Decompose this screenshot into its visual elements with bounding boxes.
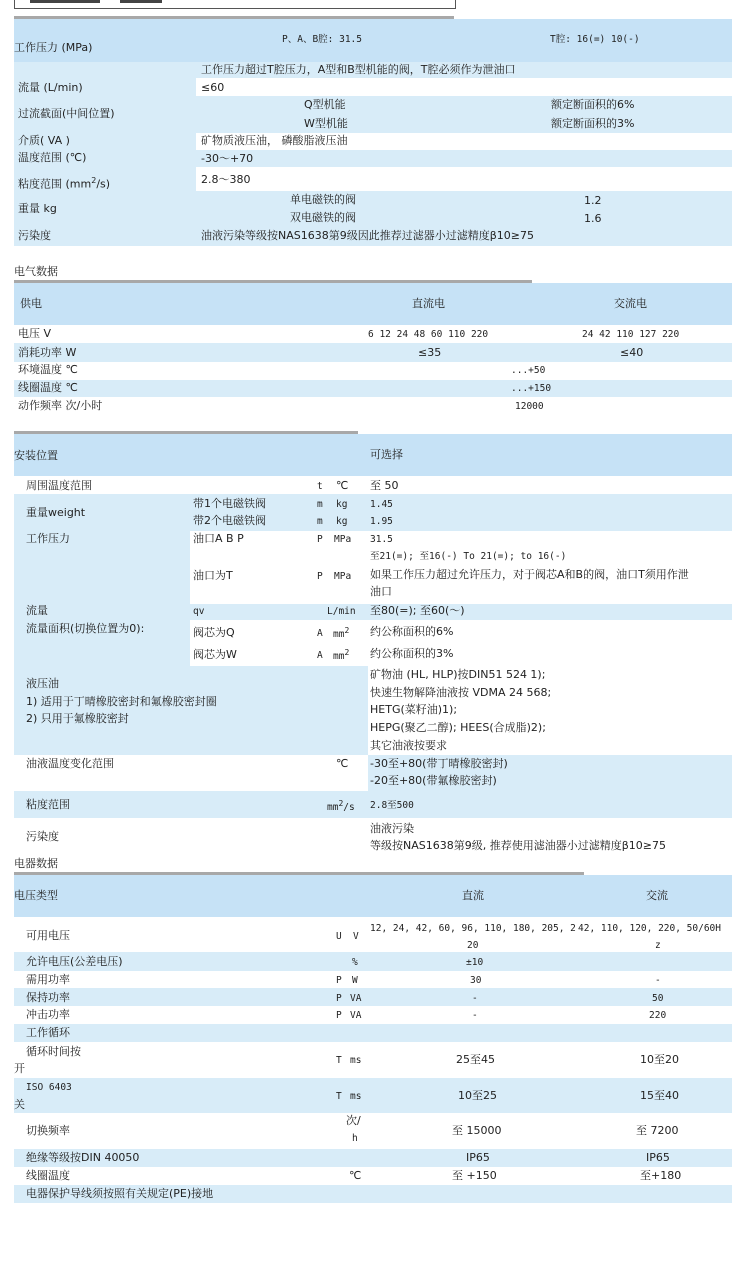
single-coil-label: 单电磁铁的阀 — [290, 193, 356, 206]
temp-label: 温度范围 (℃) — [18, 151, 87, 164]
need-power-label: 需用功率 — [26, 973, 70, 986]
cycle-time-symbol: T — [336, 1055, 342, 1066]
fluid-note-2: 2) 只用于氟橡胶密封 — [26, 712, 129, 725]
table4-header-row — [14, 875, 732, 917]
fluid-value-5: 其它油液按要求 — [370, 739, 447, 752]
port-t-label: 油口为T — [193, 569, 233, 582]
oil-temp-label: 油液温度变化范围 — [26, 757, 114, 770]
contamination-label: 污染度 — [18, 229, 51, 242]
port-t-unit: MPa — [334, 571, 352, 582]
table1-band — [196, 191, 732, 228]
area-w-value: 约公称面积的3% — [370, 647, 454, 660]
ambient-label: 周围温度范围 — [26, 479, 92, 492]
voltage-dc: 6 12 24 48 60 110 220 — [368, 329, 489, 340]
hold-power-label: 保持功率 — [26, 991, 70, 1004]
ac-header: 交流电 — [614, 297, 647, 310]
coil-temp-unit: ℃ — [349, 1169, 362, 1182]
iso-symbol: T — [336, 1091, 342, 1102]
weight2-unit: kg — [336, 516, 348, 527]
electrical-title: 电气数据 — [14, 265, 58, 278]
available-ac-2: z — [655, 940, 661, 951]
inrush-power-symbol: P — [336, 1010, 342, 1021]
double-coil-value: 1.6 — [584, 212, 602, 225]
section-label: 过流截面(中间位置) — [18, 107, 115, 120]
insulation-ac: IP65 — [646, 1151, 670, 1164]
fluid-value-1: 矿物油 (HL, HLP)按DIN51 524 1); — [370, 668, 546, 681]
cycle-time-label-2: 开 — [14, 1062, 25, 1075]
medium-label: 介质( VA ) — [18, 134, 70, 147]
pressure-t: T腔: 16(=) 10(-) — [550, 34, 640, 45]
available-dc-2: 20 — [467, 940, 479, 951]
flow-label: 流量 — [26, 604, 48, 617]
cycle-time-label-1: 循环时间按 — [26, 1045, 81, 1058]
inrush-power-dc: - — [472, 1010, 478, 1021]
insulation-dc: IP65 — [466, 1151, 490, 1164]
switch-frequency-unit-2: h — [352, 1133, 358, 1144]
top-fragment-mark — [120, 0, 162, 3]
pressure-label: 工作压力 — [26, 532, 70, 545]
weight1-unit: kg — [336, 499, 348, 510]
fluid-value-2: 快速生物解降油液按 VDMA 24 568; — [370, 686, 552, 699]
available-voltage-symbol: U — [336, 931, 342, 942]
pressure-label: 工作压力 (MPa) — [14, 41, 93, 54]
supply-label: 供电 — [20, 297, 42, 310]
viscosity-unit: $mm^2/s$ — [327, 799, 355, 814]
need-power-unit: W — [352, 975, 358, 986]
cycle-time-ac: 10至20 — [640, 1053, 679, 1066]
table4-band — [14, 988, 732, 1006]
ambient-label: 环境温度 ℃ — [18, 363, 78, 376]
medium-value: 矿物质液压油， 磷酸脂液压油 — [201, 134, 348, 147]
flow-value: ≤60 — [201, 81, 225, 94]
iso-label-1: ISO 6403 — [26, 1082, 72, 1093]
port-abp-label: 油口A B P — [193, 532, 244, 545]
power-ac: ≤40 — [620, 346, 644, 359]
ac-header: 交流 — [646, 889, 668, 902]
cycle-time-dc: 25至45 — [456, 1053, 495, 1066]
need-power-ac: - — [655, 975, 661, 986]
port-t-value-2: 如果工作压力超过允许压力，对于阀芯A和B的阀，油口T须用作泄 — [370, 568, 689, 581]
iso-unit: ms — [350, 1091, 362, 1102]
temp-value: -30～+70 — [201, 152, 254, 165]
area-w-unit: $mm^2$ — [333, 648, 350, 663]
need-power-dc: 30 — [470, 975, 482, 986]
area-w-label: 阀芯为W — [193, 648, 237, 661]
hold-power-ac: 50 — [652, 993, 664, 1004]
area-q-symbol: A — [317, 628, 323, 639]
inrush-power-ac: 220 — [649, 1010, 667, 1021]
port-t-value-1: 至21(=); 至16(-) To 21(=); to 16(-) — [370, 551, 567, 562]
fluid-value-4: HEPG(聚乙二醇); HEES(合成脂)2); — [370, 721, 546, 734]
top-fragment-mark — [30, 0, 100, 3]
iso-dc: 10至25 — [458, 1089, 497, 1102]
table2-band — [14, 380, 732, 397]
contamination-label: 污染度 — [26, 830, 59, 843]
table1-band — [196, 96, 732, 133]
power-label: 消耗功率 W — [18, 346, 77, 359]
table4-band — [14, 1024, 732, 1042]
dc-header: 直流电 — [412, 297, 445, 310]
mount-value: 可选择 — [370, 448, 403, 461]
contamination-value-1: 油液污染 — [370, 822, 414, 835]
w-function: W型机能 — [304, 117, 348, 130]
double-coil-label: 双电磁铁的阀 — [290, 211, 356, 224]
pressure-note: 工作压力超过T腔压力，A型和B型机能的阀，T腔必须作为泄油口 — [201, 63, 516, 76]
port-t-value-3: 油口 — [370, 585, 392, 598]
oil-temp-value-2: -20至+80(带氟橡胶密封) — [370, 774, 497, 787]
weight2-symbol: m — [317, 516, 323, 527]
hold-power-unit: VA — [350, 993, 362, 1004]
available-dc-1: 12, 24, 42, 60, 96, 110, 180, 205, 2 — [370, 923, 576, 934]
available-voltage-unit: V — [353, 931, 359, 942]
mount-label: 安装位置 — [14, 449, 58, 462]
viscosity-label: 粘度范围 — [26, 798, 70, 811]
contamination-value: 油液污染等级按NAS1638第9级因此推荐过滤器小过滤精度β10≥75 — [201, 229, 534, 242]
weight-label: 重量 kg — [18, 202, 57, 215]
voltage-ac: 24 42 110 127 220 — [582, 329, 680, 340]
flow-symbol: qv — [193, 606, 205, 617]
cycle-time-unit: ms — [350, 1055, 362, 1066]
coil-temp-value: ...+150 — [511, 383, 552, 394]
flow-label: 流量 (L/min) — [18, 81, 83, 94]
iso-ac: 15至40 — [640, 1089, 679, 1102]
w-value: 额定断面积的3% — [551, 117, 635, 130]
area-q-unit: $mm^2$ — [333, 626, 350, 641]
port-abp-unit: MPa — [334, 534, 352, 545]
coil-temp-ac: 至+180 — [640, 1169, 682, 1182]
weight1-symbol: m — [317, 499, 323, 510]
port-abp-value: 31.5 — [370, 534, 393, 545]
ambient-symbol: t — [317, 481, 323, 492]
viscosity-value: 2.8至500 — [370, 800, 414, 811]
area-w-symbol: A — [317, 650, 323, 661]
table1-band — [196, 150, 732, 167]
switch-frequency-dc: 至 15000 — [452, 1124, 502, 1137]
tolerance-label: 允许电压(公差电压) — [26, 955, 123, 968]
insulation-label: 绝缘等级按DIN 40050 — [26, 1151, 140, 1164]
flow-unit: L/min — [327, 606, 356, 617]
switch-frequency-unit-1: 次/ — [346, 1114, 361, 1127]
iso-label-2: 关 — [14, 1098, 25, 1111]
frequency-value: 12000 — [515, 401, 544, 412]
area-label: 流量面积(切换位置为0): — [26, 622, 145, 635]
pressure-pab: P、A、B腔: 31.5 — [282, 34, 362, 45]
hold-power-symbol: P — [336, 993, 342, 1004]
weight1-value: 1.45 — [370, 499, 393, 510]
inrush-power-label: 冲击功率 — [26, 1008, 70, 1021]
port-t-symbol: P — [317, 571, 323, 582]
need-power-symbol: P — [336, 975, 342, 986]
fluid-label: 液压油 — [26, 677, 59, 690]
electric-data-title: 电器数据 — [14, 857, 58, 870]
viscosity-value: 2.8～380 — [201, 173, 251, 186]
ambient-value: ...+50 — [511, 365, 546, 376]
dc-header: 直流 — [462, 889, 484, 902]
table3-band — [14, 666, 368, 755]
weight-label: 重量weight — [26, 506, 86, 519]
weight2-label: 带2个电磁铁阀 — [193, 514, 266, 527]
work-cycle-label: 工作循环 — [26, 1026, 70, 1039]
ambient-value: 至 50 — [370, 479, 399, 492]
oil-temp-value-1: -30至+80(带丁晴橡胶密封) — [370, 757, 508, 770]
frequency-label: 动作频率 次/小时 — [18, 399, 103, 412]
single-coil-value: 1.2 — [584, 194, 602, 207]
voltage-label: 电压 V — [18, 327, 52, 340]
weight1-label: 带1个电磁铁阀 — [193, 497, 266, 510]
q-value: 额定断面积的6% — [551, 98, 635, 111]
viscosity-label: 粘度范围 $(mm^2/s)$ — [18, 176, 111, 191]
voltage-type-label: 电压类型 — [14, 889, 58, 902]
hold-power-dc: - — [472, 993, 478, 1004]
ambient-unit: ℃ — [336, 479, 349, 492]
coil-temp-label: 线圈温度 — [26, 1169, 70, 1182]
switch-frequency-ac: 至 7200 — [636, 1124, 679, 1137]
protection-note: 电器保护导线须按照有关规定(PE)接地 — [26, 1187, 214, 1200]
tolerance-value: ±10 — [466, 957, 484, 968]
q-function: Q型机能 — [304, 98, 346, 111]
area-q-value: 约公称面积的6% — [370, 625, 454, 638]
fluid-value-3: HETG(菜籽油)1); — [370, 703, 458, 716]
available-voltage-label: 可用电压 — [26, 929, 70, 942]
coil-temp-label: 线圈温度 ℃ — [18, 381, 78, 394]
weight2-value: 1.95 — [370, 516, 393, 527]
switch-frequency-label: 切换频率 — [26, 1124, 70, 1137]
coil-temp-dc: 至 +150 — [452, 1169, 497, 1182]
area-q-label: 阀芯为Q — [193, 626, 235, 639]
table4-band — [14, 1078, 732, 1113]
oil-temp-unit: ℃ — [336, 757, 349, 770]
power-dc: ≤35 — [418, 346, 442, 359]
fluid-note-1: 1) 适用于丁晴橡胶密封和氟橡胶密封圈 — [26, 695, 217, 708]
inrush-power-unit: VA — [350, 1010, 362, 1021]
flow-value: 至80(=); 至60(～) — [370, 604, 465, 617]
port-abp-symbol: P — [317, 534, 323, 545]
available-ac-1: 42, 110, 120, 220, 50/60H — [578, 923, 721, 934]
contamination-value-2: 等级按NAS1638第9级, 推荐使用滤油器小过滤精度β10≥75 — [370, 839, 666, 852]
tolerance-unit: % — [352, 957, 358, 968]
